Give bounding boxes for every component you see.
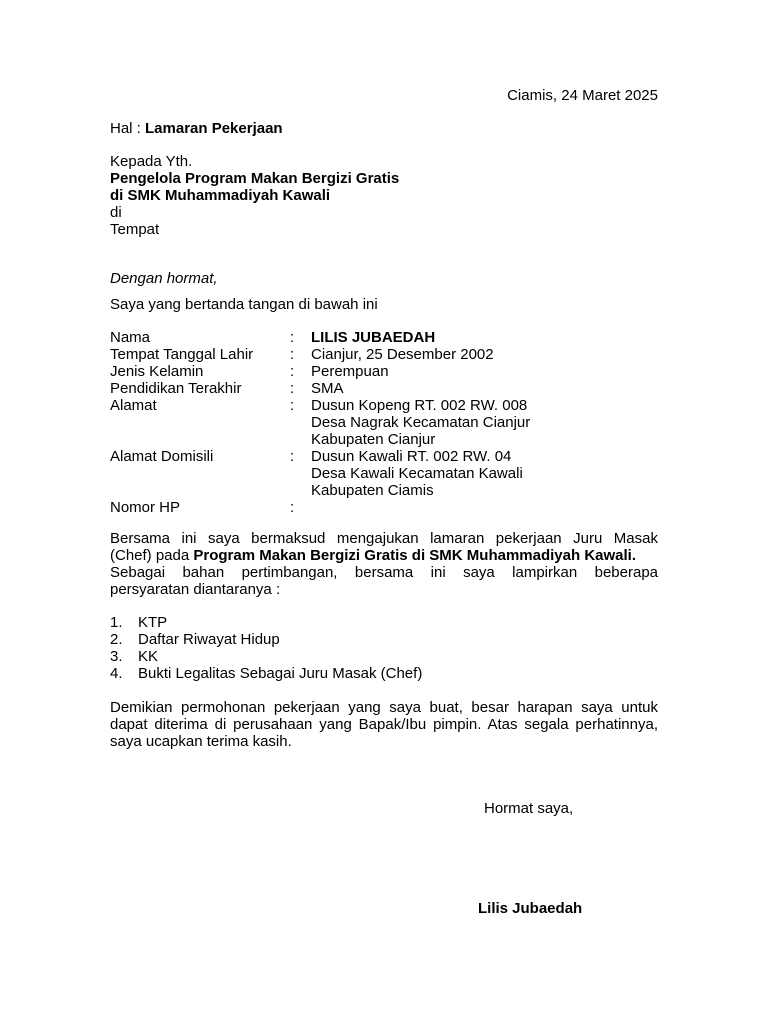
field-ttl bbox=[110, 346, 658, 363]
list-number: 2. bbox=[110, 631, 123, 648]
salutation: Dengan hormat, bbox=[110, 270, 218, 287]
body-paragraph-2 bbox=[110, 699, 658, 750]
field-label: Alamat Domisili bbox=[110, 448, 214, 465]
body2-line: dapat diterima di perusahaan yang Bapak/Ibu pimpin. Atas segala perhatinnya, bbox=[110, 716, 658, 733]
field-nama bbox=[110, 329, 658, 346]
body1-line2-pre: (Chef) pada bbox=[110, 547, 194, 564]
field-colon: : bbox=[290, 380, 295, 397]
field-label: Nomor HP bbox=[110, 499, 181, 516]
attachment-list bbox=[110, 614, 422, 682]
applicant-fields bbox=[110, 329, 658, 516]
body-paragraph-1 bbox=[110, 530, 658, 598]
alamat-line: Dusun Kopeng RT. 002 RW. 008 bbox=[311, 397, 528, 414]
field-colon: : bbox=[290, 363, 295, 380]
letter-page bbox=[110, 0, 658, 1024]
field-label: Jenis Kelamin bbox=[110, 363, 204, 380]
list-text: KK bbox=[138, 648, 159, 665]
alamat-line: Kabupaten Cianjur bbox=[311, 431, 436, 448]
list-text: KTP bbox=[138, 614, 168, 631]
field-value bbox=[311, 397, 658, 448]
recipient-line4: Tempat bbox=[110, 221, 160, 238]
recipient-line2: di SMK Muhammadiyah Kawali bbox=[110, 187, 331, 204]
list-item bbox=[110, 665, 422, 682]
list-item bbox=[110, 614, 422, 631]
field-value: Cianjur, 25 Desember 2002 bbox=[311, 346, 494, 363]
field-value: Perempuan bbox=[311, 363, 389, 380]
field-colon: : bbox=[290, 448, 295, 465]
field-value bbox=[311, 448, 658, 499]
subject-text: Lamaran Pekerjaan bbox=[145, 120, 283, 137]
alamat-line: Desa Nagrak Kecamatan Cianjur bbox=[311, 414, 531, 431]
body1-line2-bold: Program Makan Bergizi Gratis di SMK Muhammadiyah Kawali. bbox=[193, 547, 637, 564]
field-label: Nama bbox=[110, 329, 151, 346]
field-colon: : bbox=[290, 397, 295, 414]
body2-line: Demikian permohonan pekerjaan yang saya buat, besar harapan saya untuk bbox=[110, 699, 658, 716]
field-label: Alamat bbox=[110, 397, 157, 414]
signer-name: Lilis Jubaedah bbox=[478, 900, 583, 917]
field-nomor-hp bbox=[110, 499, 658, 516]
field-colon: : bbox=[290, 499, 295, 516]
list-text: Daftar Riwayat Hidup bbox=[138, 631, 280, 648]
list-number: 4. bbox=[110, 665, 123, 682]
recipient-line3: di bbox=[110, 204, 122, 221]
body2-line: saya ucapkan terima kasih. bbox=[110, 733, 292, 750]
recipient-line1: Pengelola Program Makan Bergizi Gratis bbox=[110, 170, 400, 187]
body1-line: Bersama ini saya bermaksud mengajukan lamaran pekerjaan Juru Masak bbox=[110, 530, 658, 547]
field-domisili bbox=[110, 448, 658, 499]
list-item bbox=[110, 631, 422, 648]
body1-line: Sebagai bahan pertimbangan, bersama ini saya lampirkan beberapa bbox=[110, 564, 658, 581]
field-colon: : bbox=[290, 346, 295, 363]
domisili-line: Kabupaten Ciamis bbox=[311, 482, 434, 499]
subject-line bbox=[110, 120, 283, 137]
list-number: 3. bbox=[110, 648, 123, 665]
field-label: Tempat Tanggal Lahir bbox=[110, 346, 254, 363]
recipient-greeting: Kepada Yth. bbox=[110, 153, 193, 170]
letter-date: Ciamis, 24 Maret 2025 bbox=[507, 87, 658, 104]
field-value: SMA bbox=[311, 380, 344, 397]
closing-text: Hormat saya, bbox=[484, 800, 574, 817]
field-jenis-kelamin bbox=[110, 363, 658, 380]
body1-line bbox=[110, 547, 658, 564]
field-alamat bbox=[110, 397, 658, 448]
list-text: Bukti Legalitas Sebagai Juru Masak (Chef) bbox=[138, 665, 423, 682]
recipient-block bbox=[110, 153, 399, 238]
list-number: 1. bbox=[110, 614, 123, 631]
body1-line: persyaratan diantaranya : bbox=[110, 581, 281, 598]
list-item bbox=[110, 648, 422, 665]
field-label: Pendidikan Terakhir bbox=[110, 380, 242, 397]
subject-prefix: Hal : bbox=[110, 120, 146, 137]
field-pendidikan bbox=[110, 380, 658, 397]
field-value: LILIS JUBAEDAH bbox=[311, 329, 436, 346]
domisili-line: Desa Kawali Kecamatan Kawali bbox=[311, 465, 523, 482]
intro-text: Saya yang bertanda tangan di bawah ini bbox=[110, 296, 378, 313]
field-colon: : bbox=[290, 329, 295, 346]
field-value bbox=[311, 499, 658, 516]
domisili-line: Dusun Kawali RT. 002 RW. 04 bbox=[311, 448, 512, 465]
